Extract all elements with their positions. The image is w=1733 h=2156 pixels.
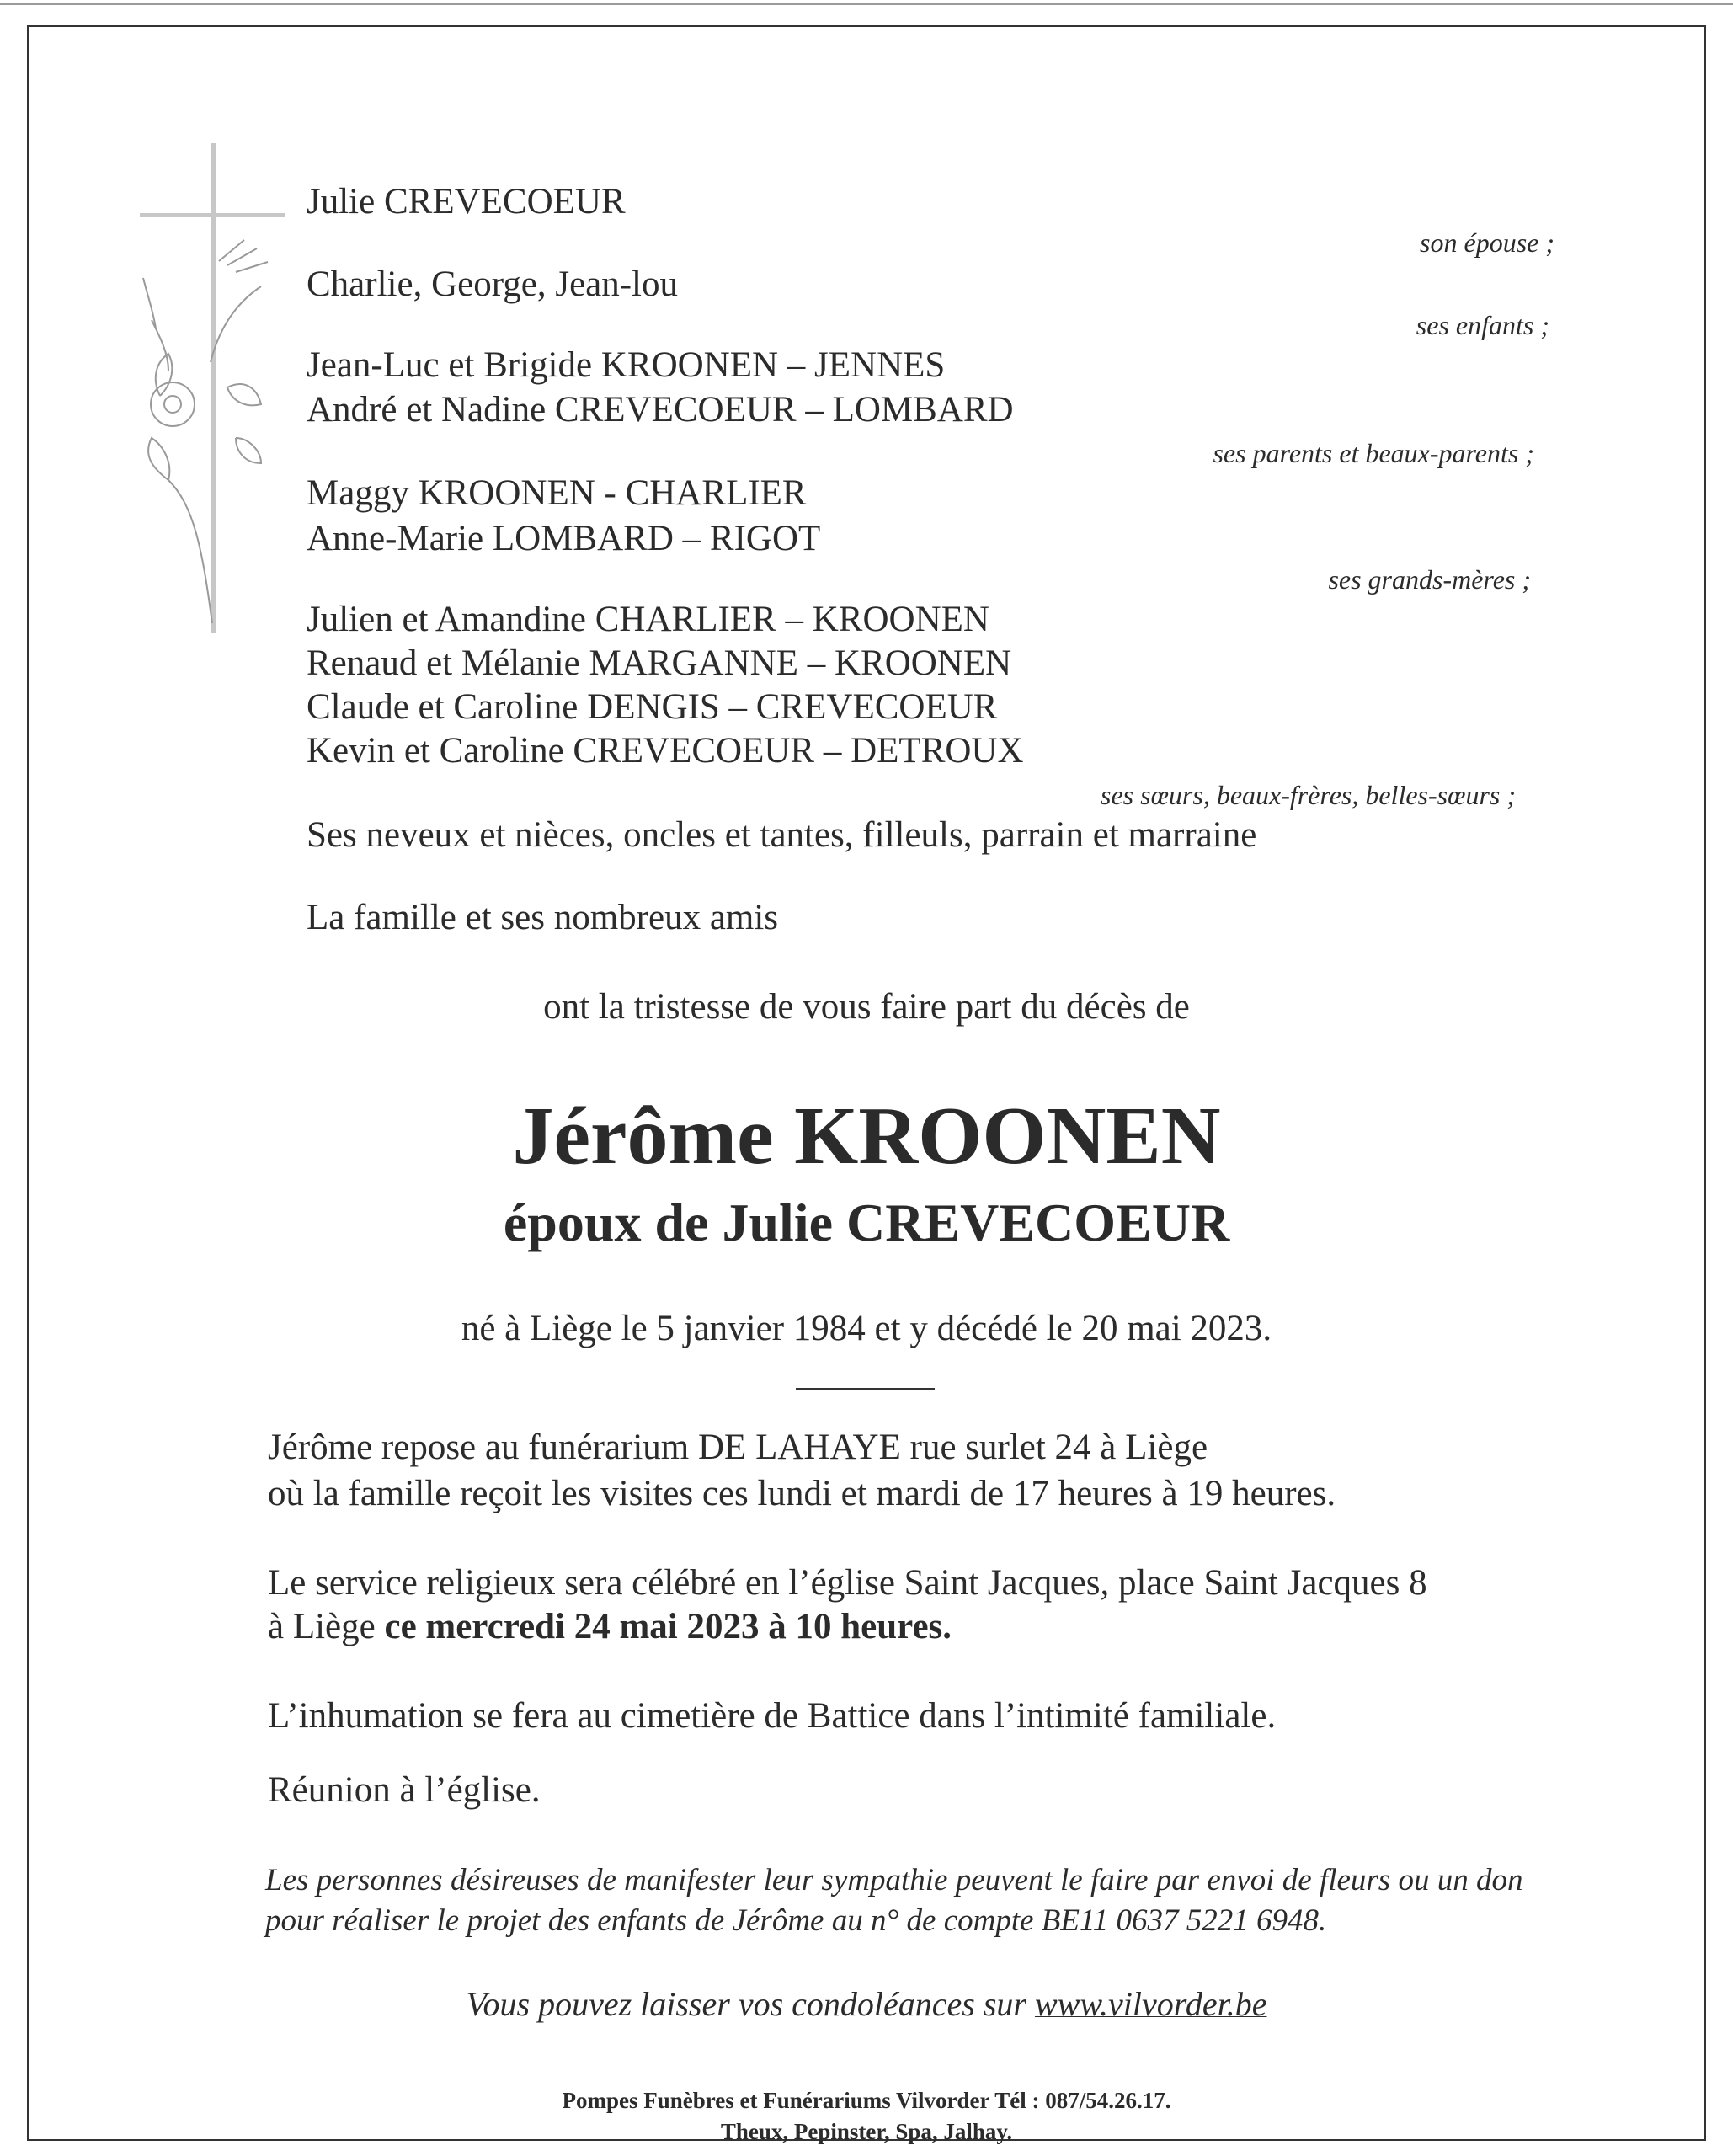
- friends-line: La famille et ses nombreux amis: [307, 898, 779, 937]
- family-name-sibling-4: Kevin et Caroline CREVECOEUR – DETROUX: [307, 731, 1024, 771]
- page-frame: [27, 25, 1706, 2141]
- birth-death-dates: né à Liège le 5 janvier 1984 et y décédé le 20 mai 2023.: [461, 1309, 1272, 1348]
- donation-line-1: Les personnes désireuses de manifester leur sympathie peuvent le faire par envoi de fleurs ou un don: [265, 1863, 1523, 1897]
- service-line-2: [268, 1609, 952, 1645]
- reunion-line: Réunion à l’église.: [268, 1770, 541, 1810]
- flower-illustration-icon: [135, 227, 269, 623]
- section-divider: [796, 1388, 935, 1390]
- family-name-spouse: Julie CREVECOEUR: [307, 182, 626, 221]
- deceased-name: Jérôme KROONEN: [512, 1091, 1221, 1182]
- relation-siblings: ses sœurs, beaux-frères, belles-sœurs ;: [1101, 780, 1516, 810]
- condolences-line: [0, 1985, 1733, 2023]
- visitation-line-1: Jérôme repose au funérarium DE LAHAYE rue surlet 24 à Liège: [268, 1428, 1208, 1467]
- service-datetime: ce mercredi 24 mai 2023 à 10 heures.: [384, 1607, 952, 1646]
- family-name-parents-1: Jean-Luc et Brigide KROONEN – JENNES: [307, 345, 946, 385]
- extended-family: Ses neveux et nièces, oncles et tantes, filleuls, parrain et marraine: [307, 815, 1257, 855]
- announcement-line: ont la tristesse de vous faire part du décès de: [543, 987, 1190, 1027]
- top-rule: [0, 3, 1733, 5]
- visitation-line-2: où la famille reçoit les visites ces lundi et mardi de 17 heures à 19 heures.: [268, 1474, 1336, 1513]
- service-location: à Liège: [268, 1607, 376, 1646]
- family-name-sibling-1: Julien et Amandine CHARLIER – KROONEN: [307, 600, 989, 639]
- family-name-parents-2: André et Nadine CREVECOEUR – LOMBARD: [307, 390, 1014, 430]
- relation-parents: ses parents et beaux-parents ;: [1213, 438, 1534, 468]
- family-name-children: Charlie, George, Jean-lou: [307, 264, 679, 304]
- footer-line-2: Theux, Pepinster, Spa, Jalhay.: [720, 2119, 1013, 2144]
- condolences-link[interactable]: www.vilvorder.be: [1034, 1985, 1267, 2023]
- family-name-grandmother-1: Maggy KROONEN - CHARLIER: [307, 473, 807, 513]
- relation-grandmothers: ses grands-mères ;: [1328, 564, 1531, 595]
- donation-line-2: pour réaliser le projet des enfants de Jérôme au n° de compte BE11 0637 5221 6948.: [265, 1903, 1327, 1938]
- service-line-1: Le service religieux sera célébré en l’église Saint Jacques, place Saint Jacques 8: [268, 1563, 1427, 1603]
- family-name-grandmother-2: Anne-Marie LOMBARD – RIGOT: [307, 519, 821, 558]
- relation-spouse: son épouse ;: [1420, 227, 1554, 258]
- footer-line-1: Pompes Funèbres et Funérariums Vilvorder Tél : 087/54.26.17.: [562, 2088, 1171, 2113]
- relation-children: ses enfants ;: [1416, 310, 1549, 340]
- condolences-text: Vous pouvez laisser vos condoléances sur: [466, 1985, 1026, 2023]
- family-name-sibling-2: Renaud et Mélanie MARGANNE – KROONEN: [307, 643, 1012, 683]
- family-name-sibling-3: Claude et Caroline DENGIS – CREVECOEUR: [307, 687, 998, 727]
- deceased-spouse-line: époux de Julie CREVECOEUR: [503, 1193, 1230, 1252]
- cross-horizontal: [140, 213, 285, 217]
- burial-line: L’inhumation se fera au cimetière de Battice dans l’intimité familiale.: [268, 1696, 1277, 1736]
